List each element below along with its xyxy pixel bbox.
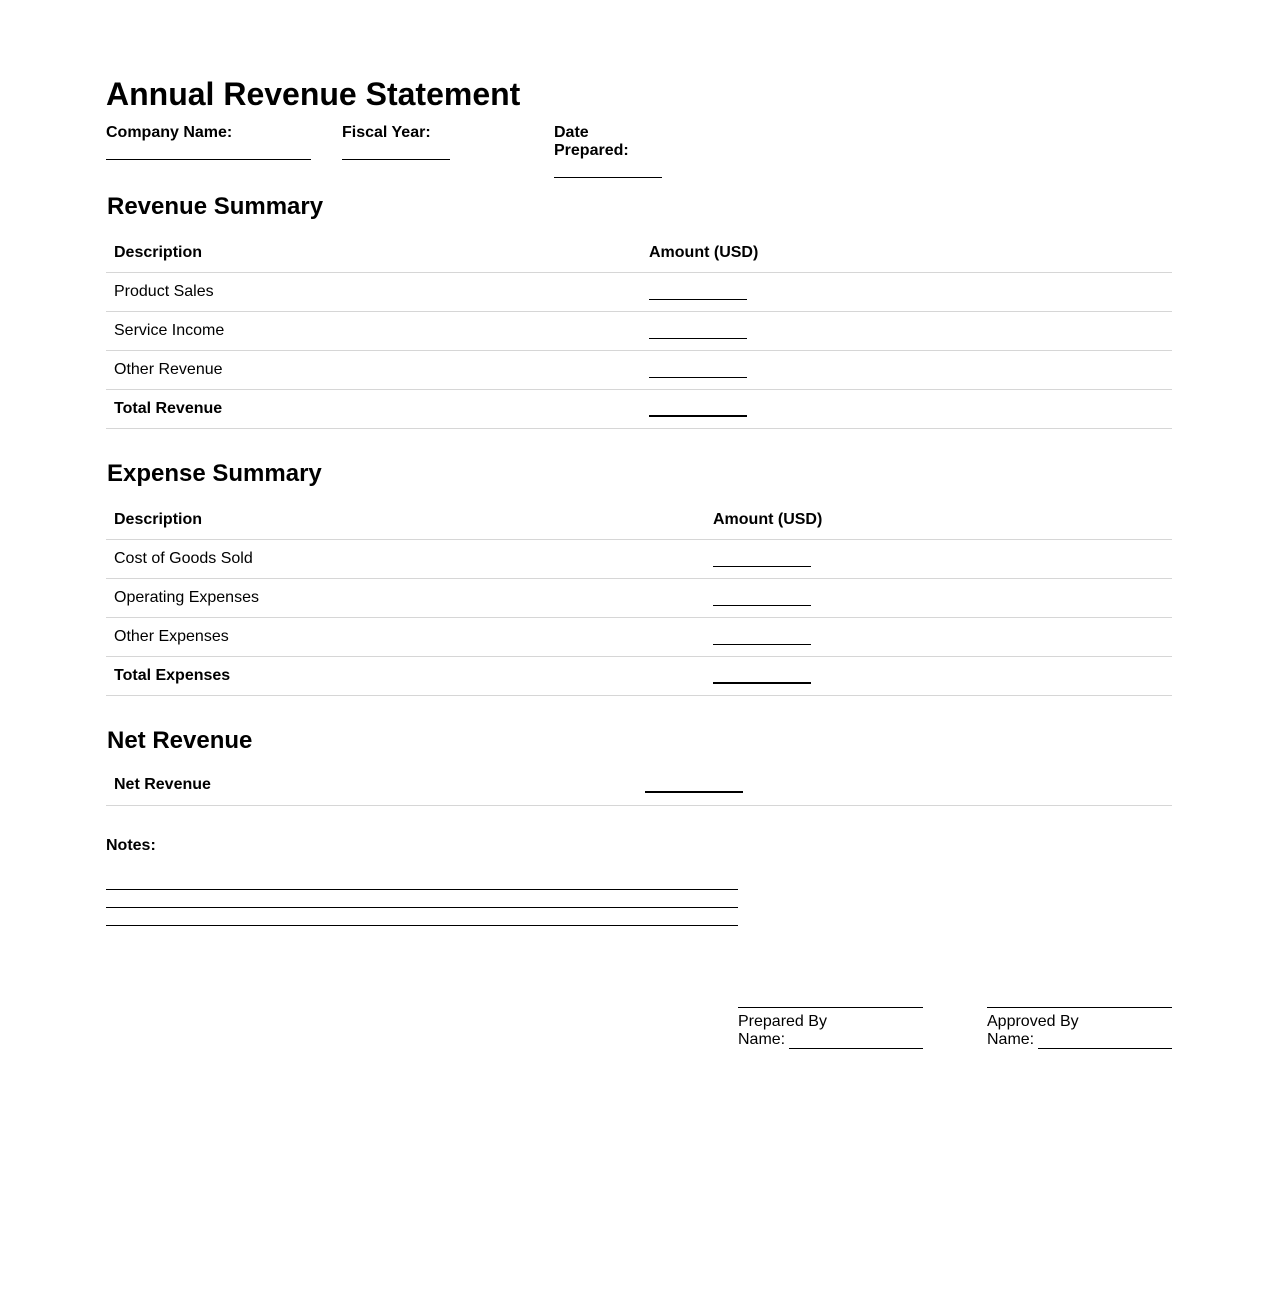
approved-by-name-line[interactable]: [1038, 1034, 1172, 1049]
net-revenue-label: Net Revenue: [114, 776, 211, 793]
row-description: Product Sales: [114, 283, 214, 300]
approved-by-signature: [987, 1007, 1172, 1049]
approved-by-title: Approved By: [987, 1013, 1079, 1030]
expense-header-amount: Amount (USD): [713, 511, 823, 528]
revenue-summary-title: Revenue Summary: [107, 193, 324, 220]
fiscal-year-field[interactable]: [342, 124, 450, 160]
revenue-total-row: [106, 390, 1172, 429]
prepared-by-name-field: [738, 1031, 923, 1049]
expense-summary-title: Expense Summary: [107, 460, 322, 487]
net-revenue-blank-line[interactable]: [645, 791, 743, 793]
amount-blank-line[interactable]: [649, 338, 747, 339]
table-row: [106, 312, 1172, 351]
company-name-label: Company Name:: [106, 124, 233, 141]
revenue-header-amount: Amount (USD): [649, 244, 759, 261]
prepared-by-name-label: Name:: [738, 1031, 786, 1048]
date-prepared-field[interactable]: [554, 124, 662, 178]
document-title: Annual Revenue Statement: [106, 76, 521, 112]
amount-blank-line[interactable]: [649, 299, 747, 300]
revenue-header-description: Description: [114, 244, 203, 261]
expense-header-description: Description: [114, 511, 203, 528]
net-revenue-row: [106, 766, 1172, 806]
amount-blank-line[interactable]: [713, 605, 811, 606]
notes-label: Notes:: [106, 837, 156, 854]
revenue-table: [106, 232, 1172, 429]
row-description: Operating Expenses: [114, 589, 259, 606]
net-revenue-title: Net Revenue: [107, 727, 253, 754]
notes-line[interactable]: [106, 889, 738, 890]
table-row: [106, 273, 1172, 312]
total-revenue-label: Total Revenue: [114, 400, 223, 417]
amount-blank-line[interactable]: [649, 377, 747, 378]
expense-table-header: [106, 499, 1172, 540]
expense-table: [106, 499, 1172, 696]
table-row: [106, 351, 1172, 390]
amount-blank-line[interactable]: [713, 644, 811, 645]
approved-by-name-label: Name:: [987, 1031, 1035, 1048]
prepared-by-name-line[interactable]: [789, 1034, 923, 1049]
date-prepared-label: Date Prepared:: [554, 124, 629, 159]
prepared-by-signature-line[interactable]: [738, 1007, 923, 1008]
fiscal-year-label: Fiscal Year:: [342, 124, 431, 141]
company-name-field[interactable]: [106, 124, 311, 160]
approved-by-signature-line[interactable]: [987, 1007, 1172, 1008]
amount-blank-line[interactable]: [713, 566, 811, 567]
prepared-by-title: Prepared By: [738, 1013, 827, 1030]
prepared-by-signature: [738, 1007, 923, 1049]
expense-total-row: [106, 657, 1172, 696]
date-prepared-line[interactable]: [554, 177, 662, 178]
company-name-line[interactable]: [106, 159, 311, 160]
fiscal-year-line[interactable]: [342, 159, 450, 160]
row-description: Other Expenses: [114, 628, 229, 645]
approved-by-name-field: [987, 1031, 1172, 1049]
revenue-table-header: [106, 232, 1172, 273]
notes-line[interactable]: [106, 925, 738, 926]
table-row: [106, 540, 1172, 579]
row-description: Service Income: [114, 322, 225, 339]
table-row: [106, 618, 1172, 657]
table-row: [106, 579, 1172, 618]
row-description: Other Revenue: [114, 361, 223, 378]
total-expenses-blank-line[interactable]: [713, 682, 811, 684]
total-revenue-blank-line[interactable]: [649, 415, 747, 417]
row-description: Cost of Goods Sold: [114, 550, 253, 567]
notes-line[interactable]: [106, 907, 738, 908]
total-expenses-label: Total Expenses: [114, 667, 231, 684]
